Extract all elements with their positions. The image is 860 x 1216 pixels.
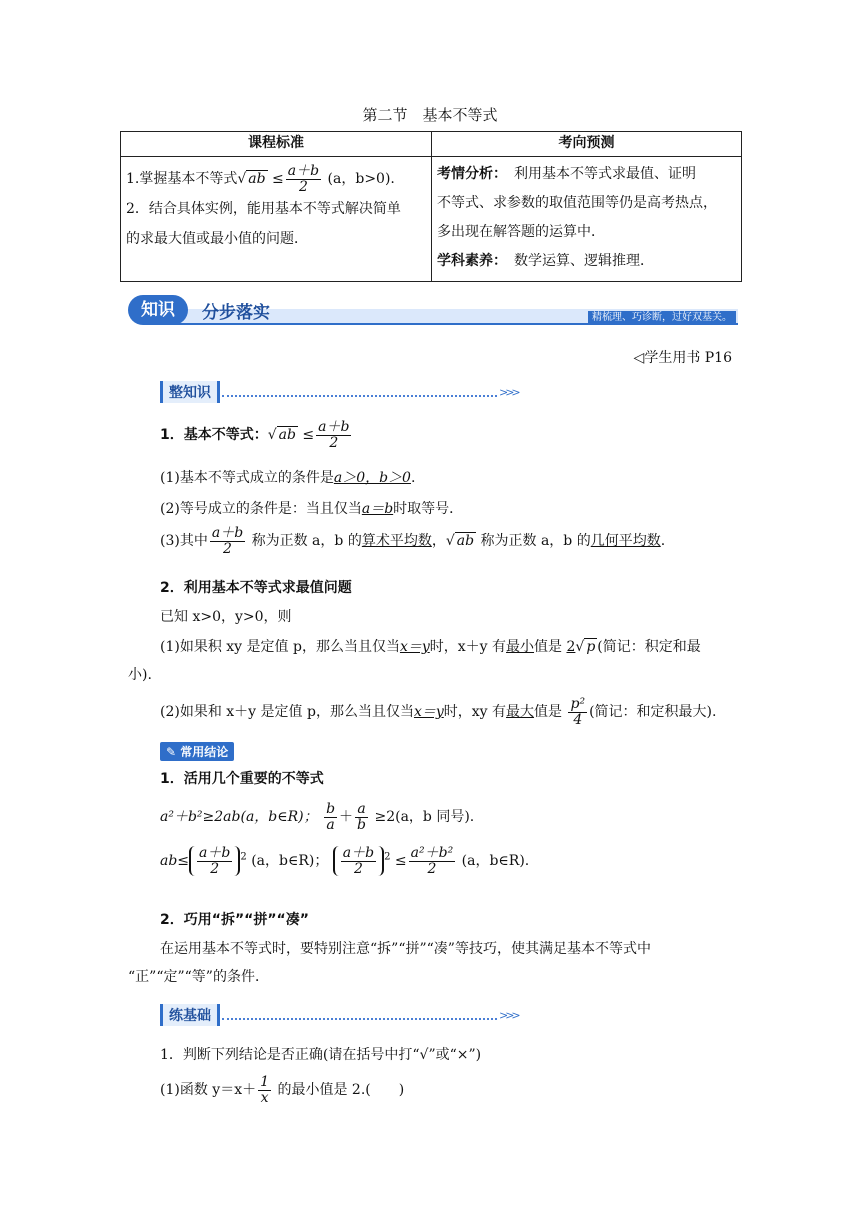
k1-equality: (2)等号成立的条件是：当且仅当a＝b时取等号． bbox=[160, 501, 464, 517]
practice-q1-1: (1)函数 y＝x＋ $\frac{1}{x}$ 的最小值是 2.( ) bbox=[160, 1074, 405, 1106]
conclusion-2-line-2: “正”“定”“等”的条件． bbox=[128, 969, 269, 985]
col-header-prediction: 考向预测 bbox=[432, 132, 742, 157]
conclusion-1-line-2: ab≤ $\frac{a+b}{2}$ $^2$ (a，b∈R)； $\frac{a+b}{2}$ $^2$ ≤ $\frac{\text{a²＋b²}}{2}$ (a，b∈R). bbox=[160, 845, 530, 877]
conclusion-2-line-1: 在运用基本不等式时，要特别注意“拆”“拼”“凑”等技巧，使其满足基本不等式中 bbox=[160, 941, 651, 957]
practice-q1: 1．判断下列结论是否正确(请在括号中打“√”或“×”) bbox=[160, 1047, 482, 1063]
k2-title: 2．利用基本不等式求最值问题 bbox=[160, 580, 352, 596]
blank-equality: a＝b bbox=[361, 501, 394, 517]
knowledge-banner bbox=[128, 295, 738, 329]
k2-item-2: (2)如果和 x＋y 是定值 p，那么当且仅当x＝y时，xy 有最大值是 $\frac{\text{p²}}{4}$ (简记：和定积最大). bbox=[160, 696, 717, 728]
curriculum-table bbox=[120, 131, 742, 282]
k1-means: (3)其中 $\frac{a+b}{2}$ 称为正数 a，b 的算术平均数，√ ab 称为正数 a，b 的几何平均数. bbox=[160, 525, 666, 557]
conclusion-1-line-1: a²＋b²≥2ab(a，b∈R)； $\frac{b}{a}$ ＋ $\frac{a}{b}$ ≥2(a，b 同号). bbox=[160, 801, 475, 833]
standard-item-1: 1.掌握基本不等式√ ab ≤ $\frac{a+b}{2}$ (a，b>0). bbox=[126, 163, 395, 195]
blank-geometric-mean: 几何平均数 bbox=[590, 533, 661, 550]
knowledge-badge: 知识 bbox=[128, 295, 188, 325]
page-title: 第二节 基本不等式 bbox=[362, 106, 498, 124]
standard-item-2: 2．结合具体实例，能用基本不等式解决简单 的求最大值或最小值的问题． bbox=[126, 201, 401, 248]
k1-title-line: 1．基本不等式：√ ab ≤ $\frac{a+b}{2}$ bbox=[160, 419, 350, 451]
prediction-cell: 考情分析： 利用基本不等式求最值、证明 不等式、求参数的取值范围等仍是高考热点， 多出现在解答题的运算中． 学科素养： 数学运算、逻辑推理． bbox=[432, 157, 742, 282]
k1-condition: (1)基本不等式成立的条件是a＞0，b＞0. bbox=[160, 470, 416, 486]
banner-note: 精梳理、巧诊断，过好双基关。 bbox=[588, 311, 736, 325]
standard-cell bbox=[121, 157, 432, 282]
banner-title: 分步落实 bbox=[202, 303, 270, 323]
k2-item-1-cont: 小). bbox=[128, 667, 152, 683]
conclusions-tag: ✎ 常用结论 bbox=[160, 742, 234, 761]
literacy-label: 学科素养： bbox=[437, 253, 500, 269]
conclusion-1-title: 1．活用几个重要的不等式 bbox=[160, 771, 324, 787]
lightbulb-icon: ✎ bbox=[166, 745, 181, 759]
k2-given: 已知 x>0，y>0，则 bbox=[160, 609, 292, 625]
blank-condition: a＞0，b＞0 bbox=[333, 470, 411, 486]
conclusion-2-title: 2．巧用“拆”“拼”“凑” bbox=[160, 912, 309, 928]
blank-arithmetic-mean: 算术平均数 bbox=[361, 533, 432, 550]
col-header-standard: 课程标准 bbox=[121, 132, 432, 157]
k2-item-1: (1)如果积 xy 是定值 p，那么当且仅当x＝y时，x＋y 有最小值是 2√ p (简记：积定和最 bbox=[160, 639, 701, 655]
section-tag-practice: 练基础 >>> bbox=[160, 1004, 518, 1026]
reference-link[interactable]: ◁学生用书 P16 bbox=[633, 350, 732, 366]
section-tag-knowledge: 整知识 >>> bbox=[160, 381, 518, 403]
analysis-label: 考情分析： bbox=[437, 166, 500, 182]
